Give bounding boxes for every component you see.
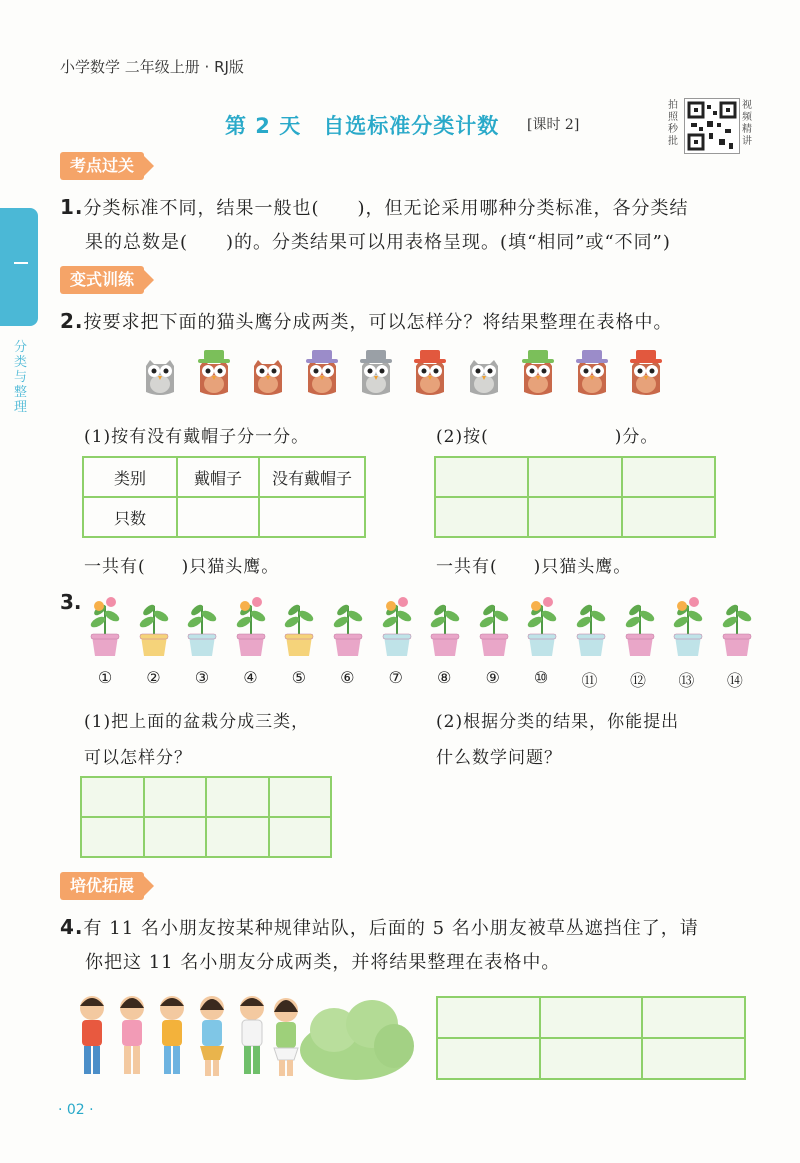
child-figure (274, 998, 298, 1076)
child-figure (80, 996, 104, 1074)
child-figure (240, 996, 264, 1074)
qr-caption-left: 拍照秒批 (668, 100, 678, 147)
answer-cell[interactable] (437, 997, 540, 1038)
owl-icon (518, 348, 558, 396)
potted-plant-icon (669, 592, 707, 658)
table-header: 类别 (83, 457, 177, 497)
plant-number-label: ① (97, 668, 113, 687)
potted-plant-icon (718, 592, 756, 658)
section-label-kaodian: 考点过关 (60, 152, 144, 180)
q2-sub1: (1)按有没有戴帽子分一分。 (84, 427, 310, 447)
topic-label: 自选标准分类计数 (323, 114, 500, 138)
answer-cell[interactable] (144, 777, 207, 817)
lesson-tag: [课时 2] (527, 117, 580, 133)
potted-plant-icon (475, 592, 513, 658)
table-header: 没有戴帽子 (259, 457, 365, 497)
children-illustration (76, 990, 416, 1082)
potted-plant-icon (280, 592, 318, 658)
answer-cell[interactable] (540, 1038, 643, 1079)
owl-icon (248, 348, 288, 396)
question-1 (60, 190, 760, 260)
q2-total1: 一共有( )只猫头鹰。 (84, 557, 280, 577)
plant-number-label: ③ (194, 668, 210, 687)
answer-cell[interactable] (528, 497, 621, 537)
answer-cell[interactable] (435, 457, 528, 497)
owl-custom-table (434, 456, 716, 538)
plant-number-label: ⑧ (437, 668, 452, 687)
table-row-label: 只数 (83, 497, 177, 537)
potted-plant-icon (135, 592, 173, 658)
owl-icon (410, 348, 450, 396)
plant-number-row (90, 668, 750, 691)
day-label: 第 2 天 (225, 114, 302, 138)
potted-plant-icon (378, 592, 416, 658)
potted-plant-icon (183, 592, 221, 658)
question-text-line2: 果的总数是( )的。分类结果可以用表格呈现。(填“相同”或“不同”) (85, 232, 671, 253)
chapter-label: 分类与整理 (14, 340, 28, 415)
owl-hat-table (82, 456, 366, 538)
potted-plant-icon (621, 592, 659, 658)
answer-cell[interactable] (259, 497, 365, 537)
child-figure (160, 996, 184, 1074)
answer-cell[interactable] (540, 997, 643, 1038)
owl-row (140, 348, 700, 408)
plant-number-label: ⑤ (291, 668, 306, 687)
page-number: · 02 · (58, 1102, 94, 1118)
owl-icon (140, 348, 180, 396)
plant-number-label: ⑫ (629, 671, 646, 690)
question-text-line2: 你把这 11 名小朋友分成两类，并将结果整理在表格中。 (85, 952, 561, 973)
plant-number-label: ⑪ (581, 671, 598, 690)
section-label-bianshi: 变式训练 (60, 266, 144, 294)
children-table (436, 996, 746, 1080)
potted-plant-icon (523, 592, 561, 658)
question-number: 3. (60, 590, 82, 614)
answer-cell[interactable] (177, 497, 259, 537)
answer-cell[interactable] (144, 817, 207, 857)
question-number: 2. (60, 309, 84, 333)
plant-number-label: ⑬ (678, 671, 695, 690)
qr-code-icon[interactable] (684, 98, 740, 154)
potted-plant-icon (572, 592, 610, 658)
answer-cell[interactable] (435, 497, 528, 537)
bush-shape (300, 1000, 414, 1080)
question-text: 按要求把下面的猫头鹰分成两类，可以怎样分？将结果整理在表格中。 (83, 312, 673, 333)
plant-number-label: ⑩ (533, 668, 549, 687)
q2-total2: 一共有( )只猫头鹰。 (436, 557, 632, 577)
answer-cell[interactable] (437, 1038, 540, 1079)
potted-plant-icon (426, 592, 464, 658)
answer-cell[interactable] (269, 817, 332, 857)
answer-cell[interactable] (622, 457, 715, 497)
plant-number-label: ④ (243, 668, 258, 687)
question-4 (60, 910, 760, 980)
question-2 (60, 304, 760, 340)
q3-sub1: (1)把上面的盆栽分成三类， 可以怎样分？ (84, 712, 310, 768)
answer-cell[interactable] (206, 777, 269, 817)
answer-cell[interactable] (642, 997, 745, 1038)
owl-icon (194, 348, 234, 396)
owl-icon (572, 348, 612, 396)
plant-number-label: ⑥ (340, 668, 355, 687)
child-figure (120, 996, 144, 1074)
owl-icon (302, 348, 342, 396)
answer-cell[interactable] (269, 777, 332, 817)
answer-cell[interactable] (81, 817, 144, 857)
answer-cell[interactable] (81, 777, 144, 817)
page-title (225, 110, 499, 140)
plant-number-label: ② (146, 668, 161, 687)
plant-number-label: ⑨ (485, 668, 500, 687)
q2-sub2: (2)按( )分。 (436, 427, 659, 447)
qr-caption-right: 视频精讲 (742, 100, 752, 147)
plant-number-label: ⑦ (388, 668, 403, 687)
chapter-tab[interactable] (0, 208, 38, 326)
question-number: 4. (60, 915, 84, 939)
answer-cell[interactable] (206, 817, 269, 857)
answer-cell[interactable] (642, 1038, 745, 1079)
owl-icon (626, 348, 666, 396)
owl-icon (356, 348, 396, 396)
table-header: 戴帽子 (177, 457, 259, 497)
q3-sub2: (2)根据分类的结果，你能提出 什么数学问题？ (436, 712, 680, 768)
plant-number-label: ⑭ (726, 671, 743, 690)
question-number: 1. (60, 195, 84, 219)
potted-plant-icon (86, 592, 124, 658)
answer-cell[interactable] (528, 457, 621, 497)
question-text-line1: 有 11 名小朋友按某种规律站队，后面的 5 名小朋友被草丛遮挡住了，请 (83, 918, 699, 939)
owl-icon (464, 348, 504, 396)
section-label-peiyou: 培优拓展 (60, 872, 144, 900)
plant-row (86, 592, 756, 660)
answer-cell[interactable] (622, 497, 715, 537)
potted-plant-icon (232, 592, 270, 658)
plant-table (80, 776, 332, 858)
chapter-tab-mark (14, 262, 28, 264)
question-text-line1: 分类标准不同，结果一般也( )，但无论采用哪种分类标准，各分类结 (83, 198, 689, 219)
book-title: 小学数学 二年级上册 · RJ版 (60, 58, 244, 76)
child-figure (200, 996, 224, 1076)
potted-plant-icon (329, 592, 367, 658)
